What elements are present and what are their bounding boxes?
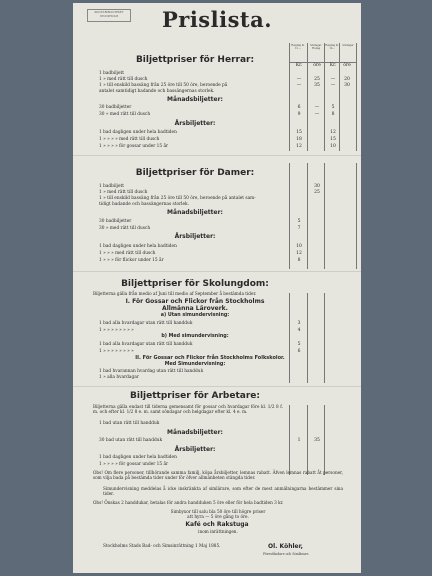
signature-name: Ol. Köhler,: [268, 543, 303, 550]
table-row: 1 » » » » för gossar under 15 år: [99, 462, 169, 467]
subsection-title: Årsbiljetter:: [174, 233, 216, 240]
table-row: 1 bad hvarannan hvardag utan rätt till handduk: [99, 369, 204, 374]
note-swimming-lessons: Simundervisning meddelas å icke inskränkta af simlärare, som efter de mest anmälningarna bestämmer sina tider.: [103, 486, 343, 497]
paper-fold: [73, 271, 361, 272]
subsection-title: Med Simundervisning:: [164, 362, 226, 367]
page-title: Prislista.: [161, 7, 273, 32]
stamp-line-1: KONST.BIBLIOTEKET: [94, 11, 124, 14]
table-row: 1 badbiljett 30: [99, 184, 320, 189]
note-rental: att hyra — 5 öre gång to öre.: [187, 514, 249, 519]
table-row: 1 » » » för flickor under 15 år 8: [99, 258, 301, 263]
paper-fold: [73, 386, 361, 387]
signature-title: Föreståndare och Simlärare.: [263, 552, 310, 556]
table-row: 1 bad alla hvardagar utan rätt till handduk 5: [99, 342, 301, 347]
column-header-2: Söndagar. Fredag: [310, 44, 322, 50]
column-header-1: Helgdag kl. 12 —: [291, 44, 305, 50]
subsection-title: Månadsbiljetter:: [167, 96, 223, 103]
cafe-location: inom inrättningen.: [198, 529, 238, 534]
table-row: 1 » med rätt till dusch — 25 — 20: [99, 77, 350, 82]
table-row: 1 bad dagligen under hela badtiden: [99, 455, 177, 460]
table-row: 30 badbiljetter 6 — 5: [99, 105, 335, 110]
section-title-herrar: Biljettpriser för Herrar:: [135, 55, 255, 65]
unit-ore: öre: [313, 63, 321, 68]
table-row: 1 bad dagligen under hela badtiden 15 12: [99, 130, 336, 135]
table-row: 30 badbiljetter 5: [99, 219, 301, 224]
note-swim-trunks: Simbyxor till salu bla 50 öre till högre priser: [170, 509, 266, 514]
note-towels: Obs! Önskas 2 handdukar, betalas för andra handduken 5 öre eller för hela badtiden 3 kr.: [93, 500, 284, 505]
subsection-title: I. För Gossar och Flickor från Stockholms: [125, 298, 265, 305]
table-row: 30 bad utan rätt till handduk 1 35: [99, 438, 320, 443]
section-intro: Biljetterna gälla från medio af Juni till medio af September å bestämda tider.: [93, 291, 257, 296]
section-title-arbetare: Biljettpriser för Arbetare:: [130, 391, 260, 401]
table-row: 1 » alla hvardagar: [99, 375, 139, 380]
section-intro: Biljetterna gälla endast till tiderna gemensamt för gossar och hvardagar före kl. 1/2 8 f. m. och efter kl. 1/2 8 e. m. samt söndagar och helgdagar efter kl. 4 e. m.: [93, 404, 283, 415]
column-header-4: Söndagar: [342, 44, 354, 47]
column-header-3: Helgdag kl. 12—: [325, 44, 339, 50]
subsection-title: Allmänna Läroverk.: [162, 305, 228, 312]
issuer-date: Stockholms Stads Bad- och Simsinrättning 1 Maj 1885.: [103, 543, 221, 548]
table-row: 1 badbiljett: [99, 71, 124, 76]
section-title-damer: Biljettpriser för Damer:: [135, 168, 255, 178]
subsection-title: a) Utan simundervisning:: [160, 313, 230, 318]
subsection-title: Årsbiljetter:: [174, 446, 216, 453]
stamp-line-2: STOCKHOLM: [99, 14, 119, 18]
section-title-skolungdom: Biljettpriser för Skolungdom:: [121, 279, 269, 289]
cafe-heading: Kafé och Rakstuga: [185, 521, 249, 528]
table-row: 30 » med rätt till dusch 9 — 8: [99, 112, 335, 117]
unit-kr: Kr.: [295, 63, 303, 68]
table-row: 1 » med rätt till dusch 25: [99, 190, 320, 195]
table-row: 1 bad utan rätt till handduk: [99, 421, 160, 426]
subsection-title: b) Med simundervisning:: [161, 334, 229, 339]
subsection-title: II. För Gossar och Flickor från Stockholms Folkskolor.: [135, 355, 285, 361]
price-list-document: [73, 3, 361, 573]
unit-ore: öre: [343, 63, 351, 68]
table-row: 30 » med rätt till dusch 7: [99, 226, 301, 231]
subsection-title: Månadsbiljetter:: [167, 429, 223, 436]
table-row: 1 bad dagligen under hela badtiden 10: [99, 244, 302, 249]
table-row: 1 » till enskild bassäng från 25 öre till 50 öre, beroende på antalet sam-: [99, 196, 256, 201]
subsection-title: Årsbiljetter:: [174, 120, 216, 127]
table-row: 1 » » » » » » » » 4: [99, 328, 301, 333]
subsection-title: Månadsbiljetter:: [167, 209, 223, 216]
table-row: 1 » » » » med rätt till dusch 18 15: [99, 137, 336, 142]
paper-fold: [73, 155, 361, 156]
table-row: 1 » » » » för gossar under 15 år 12 10: [99, 144, 336, 149]
table-row: 1 » till enskild bassäng från 25 öre till 50 öre, beroende på — 35 — 30: [99, 83, 350, 88]
note-rebate: Obs! Om flere personer, tillhörande samma familj, köpa årsbiljetter, lemnas rabatt. Äfven lemnas rabatt åt personer, som vilja bada på bestämda tider under för öfver allmänheten stängda tider.: [93, 470, 343, 481]
table-row: 1 » » » med rätt till dusch 12: [99, 251, 302, 256]
table-row: tidigt badande och bassängernas storlek.: [99, 202, 190, 207]
unit-kr: Kr.: [329, 63, 337, 68]
table-row: 1 bad alla hvardagar utan rätt till handduk 3: [99, 321, 301, 326]
table-row: 1 » » » » » » » » 6: [99, 349, 301, 354]
table-row: antalet samtidigt badande och bassängernas storlek.: [99, 89, 215, 94]
